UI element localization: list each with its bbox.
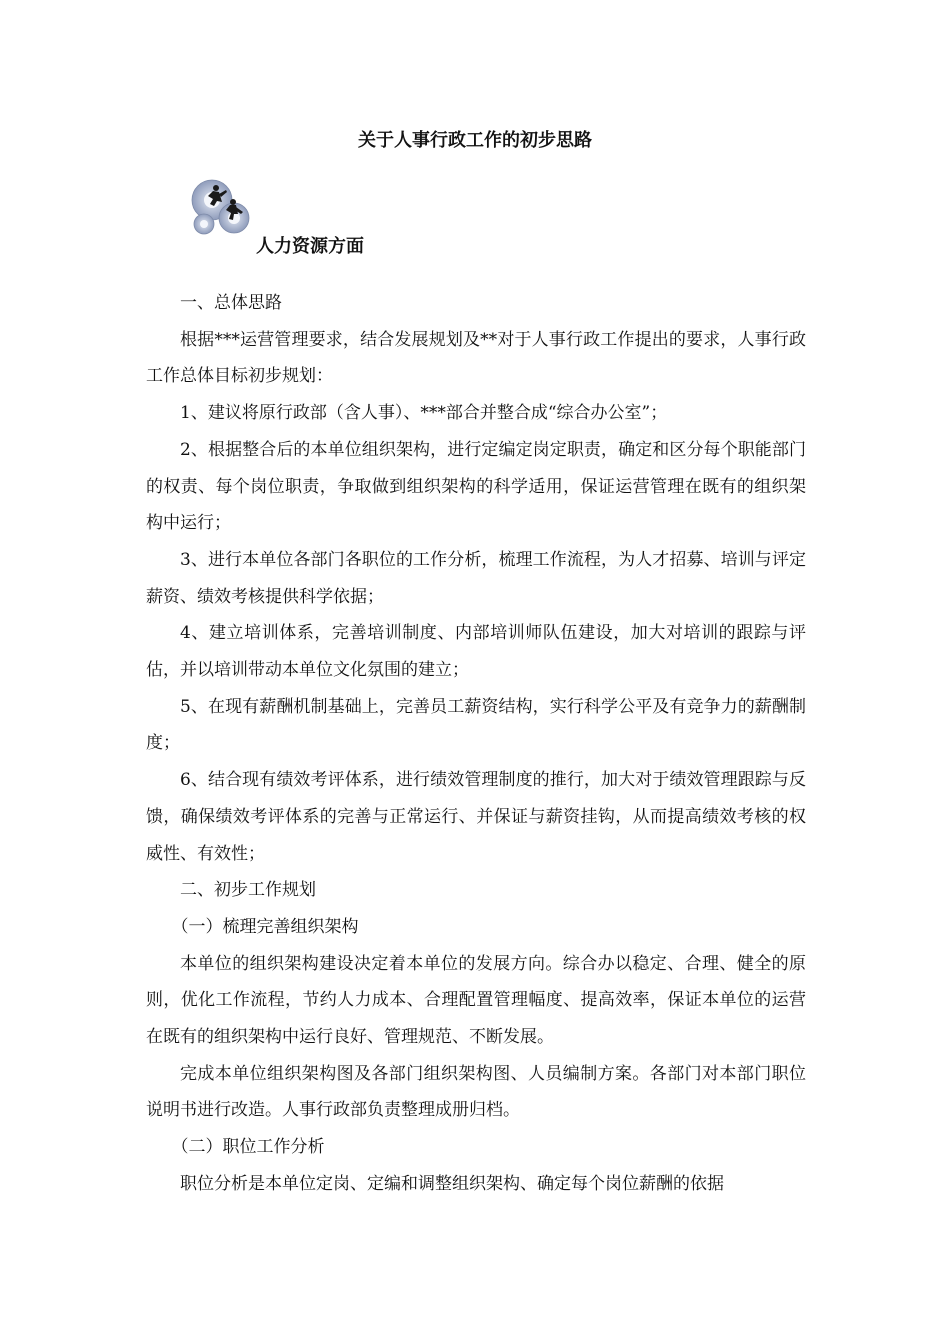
subheading-job-analysis: （二）职位工作分析 [171, 1137, 325, 1158]
document-title: 关于人事行政工作的初步思路 [358, 130, 592, 151]
subheading-org-structure: （一）梳理完善组织架构 [171, 916, 359, 937]
list-item: 2、根据整合后的本单位组织架构，进行定编定岗定职责，确定和区分每个职能部门的权责、每个岗位职责，争取做到组织架构的科学适用，保证运营管理在既有的组织架构中运行； [146, 439, 806, 534]
paragraph: 完成本单位组织架构图及各部门组织架构图、人员编制方案。各部门对本部门职位说明书进行改造。人事行政部负责整理成册归档。 [146, 1063, 806, 1121]
list-item: 3、进行本单位各部门各职位的工作分析，梳理工作流程，为人才招募、培训与评定薪资、绩效考核提供科学依据； [146, 549, 806, 607]
paragraph: 职位分析是本单位定岗、定编和调整组织架构、确定每个岗位薪酬的依据 [180, 1173, 724, 1194]
list-item: 4、建立培训体系，完善培训制度、内部培训师队伍建设，加大对培训的跟踪与评估，并以培训带动本单位文化氛围的建立； [146, 623, 806, 681]
paragraph: 本单位的组织架构建设决定着本单位的发展方向。综合办以稳定、合理、健全的原则，优化工作流程，节约人力成本、合理配置管理幅度、提高效率，保证本单位的运营在既有的组织架构中运行良好、管理规范、不断发展。 [146, 953, 806, 1048]
list-item: 6、结合现有绩效考评体系，进行绩效管理制度的推行，加大对于绩效管理跟踪与反馈，确保绩效考评体系的完善与正常运行、并保证与薪资挂钩，从而提高绩效考核的权威性、有效性； [146, 770, 806, 864]
heading-overall-idea: 一、总体思路 [180, 293, 282, 313]
document-body [146, 285, 806, 1203]
paragraph: 根据***运营管理要求，结合发展规划及**对于人事行政工作提出的要求，人事行政工作总体目标初步规划： [146, 329, 806, 387]
heading-work-plan: 二、初步工作规划 [180, 880, 316, 901]
list-item: 1、建议将原行政部（含人事）、***部合并整合成“综合办公室”； [180, 403, 668, 424]
list-item: 5、在现有薪酬机制基础上，完善员工薪资结构，实行科学公平及有竞争力的薪酬制度； [146, 696, 806, 754]
people-gear-icon [186, 172, 258, 244]
section-heading: 人力资源方面 [256, 236, 364, 257]
